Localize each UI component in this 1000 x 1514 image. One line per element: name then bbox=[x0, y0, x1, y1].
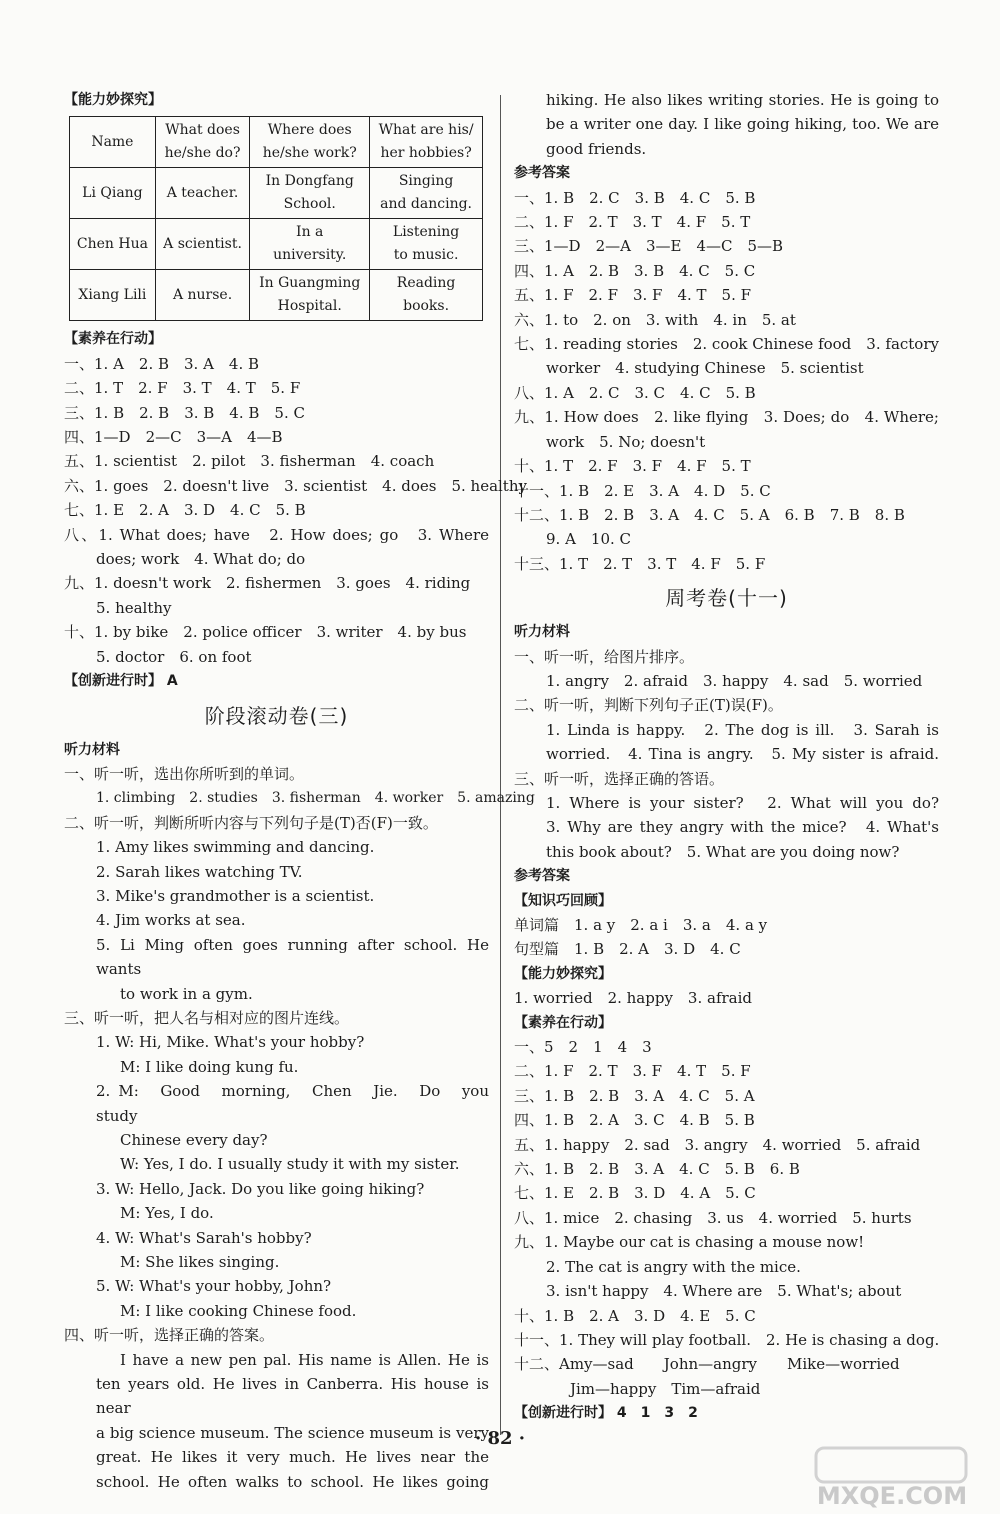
text-line: 一、5 2 1 4 3 bbox=[514, 1038, 652, 1057]
cell-text: Singing bbox=[398, 173, 454, 190]
table-cell bbox=[70, 270, 156, 321]
text-line: 三、1. B 2. B 3. A 4. C 5. A bbox=[514, 1086, 755, 1105]
text-line: Chinese every day? bbox=[120, 1131, 268, 1149]
text-line: 七、1. reading stories 2. cook Chinese food 3. factory bbox=[514, 335, 939, 354]
text-line: M: I like doing kung fu. bbox=[120, 1057, 299, 1076]
text-line: 九、1. doesn't work 2. fishermen 3. goes 4. riding bbox=[64, 574, 471, 593]
text-line: 5. Li Ming often goes running after school. He wants bbox=[96, 935, 489, 979]
text-line: 四、1—D 2—C 3—A 4—B bbox=[64, 428, 283, 447]
cell-text: her hobbies? bbox=[380, 145, 472, 162]
text-line: 五、1. F 2. F 3. F 4. T 5. F bbox=[514, 286, 752, 305]
table-cell bbox=[250, 270, 370, 321]
text-line: 2. M: Good morning, Chen Jie. Do you study bbox=[96, 1082, 505, 1125]
cell-text: Xiang Lili bbox=[78, 286, 147, 303]
text-line: this book about? 5. What are you doing now? bbox=[546, 842, 900, 861]
q3-title: 三、听一听，把人名与相对应的图片连线。 bbox=[64, 1008, 350, 1027]
table-row bbox=[70, 168, 483, 219]
watermark-text: MXQE.COM bbox=[816, 1482, 968, 1510]
text-line: 六、1. B 2. B 3. A 4. C 5. B 6. B bbox=[514, 1160, 800, 1179]
w2-sentences bbox=[514, 718, 939, 767]
text-line: 3. Why are they angry with the mice? 4. What's bbox=[546, 818, 939, 837]
passage-continued bbox=[514, 88, 939, 161]
text-line: 2. The cat is angry with the mice. bbox=[546, 1257, 801, 1276]
cell-text: he/she work? bbox=[262, 145, 357, 162]
table-cell bbox=[70, 168, 156, 219]
q3-dialogues bbox=[64, 1030, 505, 1323]
text-line: 九、1. Maybe our cat is chasing a mouse now! bbox=[514, 1233, 865, 1252]
weekly-listening-heading: 听力材料 bbox=[514, 624, 570, 641]
right-column bbox=[514, 88, 939, 1426]
table-cell bbox=[155, 219, 249, 270]
listening-heading: 听力材料 bbox=[64, 741, 120, 758]
table-cell bbox=[250, 219, 370, 270]
ability-answers: 1. worried 2. happy 3. afraid bbox=[514, 989, 753, 1008]
table-cell bbox=[370, 117, 483, 168]
table-cell bbox=[370, 168, 483, 219]
text-line: 十二、1. B 2. B 3. A 4. C 5. A 6. B 7. B 8. B bbox=[514, 505, 905, 524]
table-cell bbox=[250, 168, 370, 219]
reference-answers bbox=[514, 186, 939, 577]
text-line: 十、1. T 2. F 3. F 4. F 5. T bbox=[514, 457, 751, 476]
cell-text: to music. bbox=[393, 247, 459, 264]
table-cell bbox=[370, 219, 483, 270]
text-line: 3. Mike's grandmother is a scientist. bbox=[96, 886, 375, 905]
text-line: to work in a gym. bbox=[120, 984, 253, 1003]
q1-words: 1. climbing 2. studies 3. fisherman 4. worker 5. amazing bbox=[96, 790, 535, 807]
text-line: 3. isn't happy 4. Where are 5. What's; about bbox=[546, 1282, 902, 1301]
cell-text: Li Qiang bbox=[82, 184, 143, 201]
cell-text: School. bbox=[283, 196, 336, 213]
table-cell bbox=[70, 219, 156, 270]
text-line: 二、1. T 2. F 3. T 4. T 5. F bbox=[64, 379, 301, 398]
text-line: 2. Sarah likes watching TV. bbox=[96, 862, 303, 881]
cell-text: What does bbox=[165, 122, 240, 139]
text-line: W: Yes, I do. I usually study it with my sister. bbox=[120, 1155, 460, 1174]
q4-title: 四、听一听，选择正确的答案。 bbox=[64, 1326, 275, 1345]
answers-heading: 参考答案 bbox=[514, 165, 570, 182]
innovation-line: 【创新进行时】 A bbox=[64, 673, 178, 690]
text-line: 十、1. B 2. A 3. D 4. E 5. C bbox=[514, 1306, 756, 1325]
text-line: hiking. He also likes writing stories. He is going to bbox=[546, 91, 939, 109]
table-row bbox=[70, 219, 483, 270]
text-line: does; work 4. What do; do bbox=[96, 550, 306, 569]
table-cell bbox=[155, 117, 249, 168]
text-line: be a writer one day. I like going hiking, too. We are bbox=[546, 115, 939, 134]
text-line: 五、1. happy 2. sad 3. angry 4. worried 5. afraid bbox=[514, 1135, 921, 1154]
cell-text: In a bbox=[296, 224, 324, 241]
cell-text: A nurse. bbox=[172, 286, 233, 303]
q1-title: 一、听一听，选出你所听到的单词。 bbox=[64, 764, 305, 783]
text-line: 4. Jim works at sea. bbox=[96, 911, 246, 930]
text-line: great. He likes it very much. He lives near the bbox=[96, 1448, 489, 1467]
table-cell bbox=[370, 270, 483, 321]
text-line: worker 4. studying Chinese 5. scientist bbox=[546, 359, 864, 378]
review-answers bbox=[514, 913, 939, 962]
text-line: 二、1. F 2. T 3. F 4. T 5. F bbox=[514, 1062, 751, 1081]
cell-text: books. bbox=[403, 298, 450, 315]
innovation-line-right: 【创新进行时】 4 1 3 2 bbox=[514, 1405, 698, 1422]
text-line: 5. W: What's your hobby, John? bbox=[96, 1277, 332, 1296]
ability-heading-right: 【能力妙探究】 bbox=[514, 965, 612, 982]
w1-words: 1. angry 2. afraid 3. happy 4. sad 5. worried bbox=[546, 671, 923, 690]
table-header-row bbox=[70, 117, 483, 168]
text-line: 七、1. E 2. B 3. D 4. A 5. C bbox=[514, 1184, 756, 1203]
watermark-logo bbox=[792, 1444, 992, 1510]
table-cell bbox=[155, 270, 249, 321]
literacy-answers bbox=[64, 352, 527, 669]
review-heading: 【知识巧回顾】 bbox=[514, 892, 612, 909]
text-line: M: She likes singing. bbox=[120, 1253, 280, 1272]
page-number: · 82 · bbox=[474, 1428, 526, 1449]
text-line: 十二、Amy—sad John—angry Mike—worried bbox=[514, 1355, 900, 1374]
text-line: 句型篇 1. B 2. A 3. D 4. C bbox=[514, 940, 741, 959]
w2-title: 二、听一听，判断下列句子正(T)误(F)。 bbox=[514, 696, 783, 715]
text-line: 十一、1. B 2. E 3. A 4. D 5. C bbox=[514, 481, 771, 500]
text-line: work 5. No; doesn't bbox=[546, 432, 706, 451]
cell-text: In Guangming bbox=[259, 275, 361, 292]
table-row bbox=[70, 270, 483, 321]
text-line: 4. W: What's Sarah's hobby? bbox=[96, 1228, 312, 1247]
literacy-answers-right bbox=[514, 1035, 939, 1401]
text-line: 八、1. A 2. C 3. C 4. C 5. B bbox=[514, 383, 756, 402]
table-cell bbox=[155, 168, 249, 219]
q2-sentences bbox=[64, 835, 489, 1006]
cell-text: Chen Hua bbox=[76, 235, 148, 252]
cell-text: A scientist. bbox=[163, 235, 242, 252]
text-line: I have a new pen pal. His name is Allen. He is bbox=[120, 1350, 489, 1369]
text-line: 十一、1. They will play football. 2. He is chasing a dog. bbox=[514, 1330, 940, 1349]
cell-text: A teacher. bbox=[166, 184, 239, 201]
q2-title: 二、听一听，判断所听内容与下列句子是(T)否(F)一致。 bbox=[64, 813, 438, 832]
text-line: 七、1. E 2. A 3. D 4. C 5. B bbox=[64, 501, 306, 520]
column-divider bbox=[500, 95, 501, 1435]
hobby-table bbox=[69, 116, 483, 321]
cell-text: university. bbox=[273, 247, 347, 264]
text-line: 四、1. B 2. A 3. C 4. B 5. B bbox=[514, 1111, 755, 1130]
text-line: 5. doctor 6. on foot bbox=[96, 647, 252, 666]
text-line: 5. healthy bbox=[96, 598, 172, 617]
text-line: 九、1. How does 2. like flying 3. Does; do 4. Where; bbox=[514, 408, 939, 427]
q4-passage bbox=[64, 1348, 489, 1494]
text-line: M: I like cooking Chinese food. bbox=[120, 1301, 357, 1320]
table-cell bbox=[70, 117, 156, 168]
text-line: Jim—happy Tim—afraid bbox=[570, 1379, 761, 1398]
cell-text: Hospital. bbox=[277, 298, 342, 315]
text-line: 十三、1. T 2. T 3. T 4. F 5. F bbox=[514, 554, 766, 573]
cell-text: he/she do? bbox=[164, 145, 241, 162]
text-line: 八、1. What does; have 2. How does; go 3. Where bbox=[64, 525, 489, 544]
text-line: worried. 4. Tina is angry. 5. My sister is afraid. bbox=[546, 745, 939, 764]
ability-heading: 【能力妙探究】 bbox=[64, 92, 162, 108]
text-line: school. He often walks to school. He likes going bbox=[96, 1472, 489, 1491]
text-line: 六、1. goes 2. doesn't live 3. scientist 4. does 5. healthy bbox=[64, 476, 527, 495]
text-line: good friends. bbox=[546, 139, 647, 158]
cell-text: Where does bbox=[267, 122, 352, 139]
cell-text: Name bbox=[91, 133, 134, 150]
text-line: 十、1. by bike 2. police officer 3. writer 4. by bus bbox=[64, 623, 467, 642]
text-line: 1. Linda is happy. 2. The dog is ill. 3. Sarah is bbox=[546, 720, 939, 739]
text-line: 三、1—D 2—A 3—E 4—C 5—B bbox=[514, 237, 784, 256]
cell-text: In Dongfang bbox=[265, 173, 354, 190]
text-line: 六、1. to 2. on 3. with 4. in 5. at bbox=[514, 310, 796, 329]
cell-text: and dancing. bbox=[380, 196, 473, 213]
cell-text: What are his/ bbox=[378, 122, 474, 139]
text-line: 八、1. mice 2. chasing 3. us 4. worried 5. hurts bbox=[514, 1208, 912, 1227]
text-line: M: Yes, I do. bbox=[120, 1204, 214, 1223]
table-cell bbox=[250, 117, 370, 168]
answers-heading-2: 参考答案 bbox=[514, 868, 570, 885]
text-line: 1. Where is your sister? 2. What will you do? bbox=[546, 793, 939, 812]
weekly-title: 周考卷(十一) bbox=[665, 586, 788, 611]
text-line: 9. A 10. C bbox=[546, 530, 632, 549]
text-line: 1. W: Hi, Mike. What's your hobby? bbox=[96, 1033, 365, 1052]
stage-title: 阶段滚动卷(三) bbox=[204, 703, 349, 728]
literacy-heading: 【素养在行动】 bbox=[64, 331, 162, 348]
text-line: 一、1. B 2. C 3. B 4. C 5. B bbox=[514, 188, 756, 207]
cell-text: Reading bbox=[396, 275, 456, 292]
text-line: ten years old. He lives in Canberra. His house is near bbox=[96, 1375, 489, 1418]
w3-title: 三、听一听，选择正确的答语。 bbox=[514, 769, 725, 788]
text-line: a big science museum. The science museum is very bbox=[96, 1423, 489, 1442]
text-line: 一、1. A 2. B 3. A 4. B bbox=[64, 354, 260, 373]
text-line: 四、1. A 2. B 3. B 4. C 5. C bbox=[514, 261, 756, 280]
text-line: 单词篇 1. a y 2. a i 3. a 4. a y bbox=[514, 916, 768, 934]
text-line: 1. Amy likes swimming and dancing. bbox=[96, 838, 375, 857]
text-line: 五、1. scientist 2. pilot 3. fisherman 4. coach bbox=[64, 452, 435, 471]
cell-text: Listening bbox=[392, 224, 460, 241]
text-line: 三、1. B 2. B 3. B 4. B 5. C bbox=[64, 403, 305, 422]
text-line: 3. W: Hello, Jack. Do you like going hiking? bbox=[96, 1179, 425, 1198]
literacy-heading-right: 【素养在行动】 bbox=[514, 1014, 612, 1031]
text-line: 二、1. F 2. T 3. T 4. F 5. T bbox=[514, 213, 751, 232]
w3-questions bbox=[514, 791, 939, 864]
w1-title: 一、听一听，给图片排序。 bbox=[514, 647, 695, 666]
